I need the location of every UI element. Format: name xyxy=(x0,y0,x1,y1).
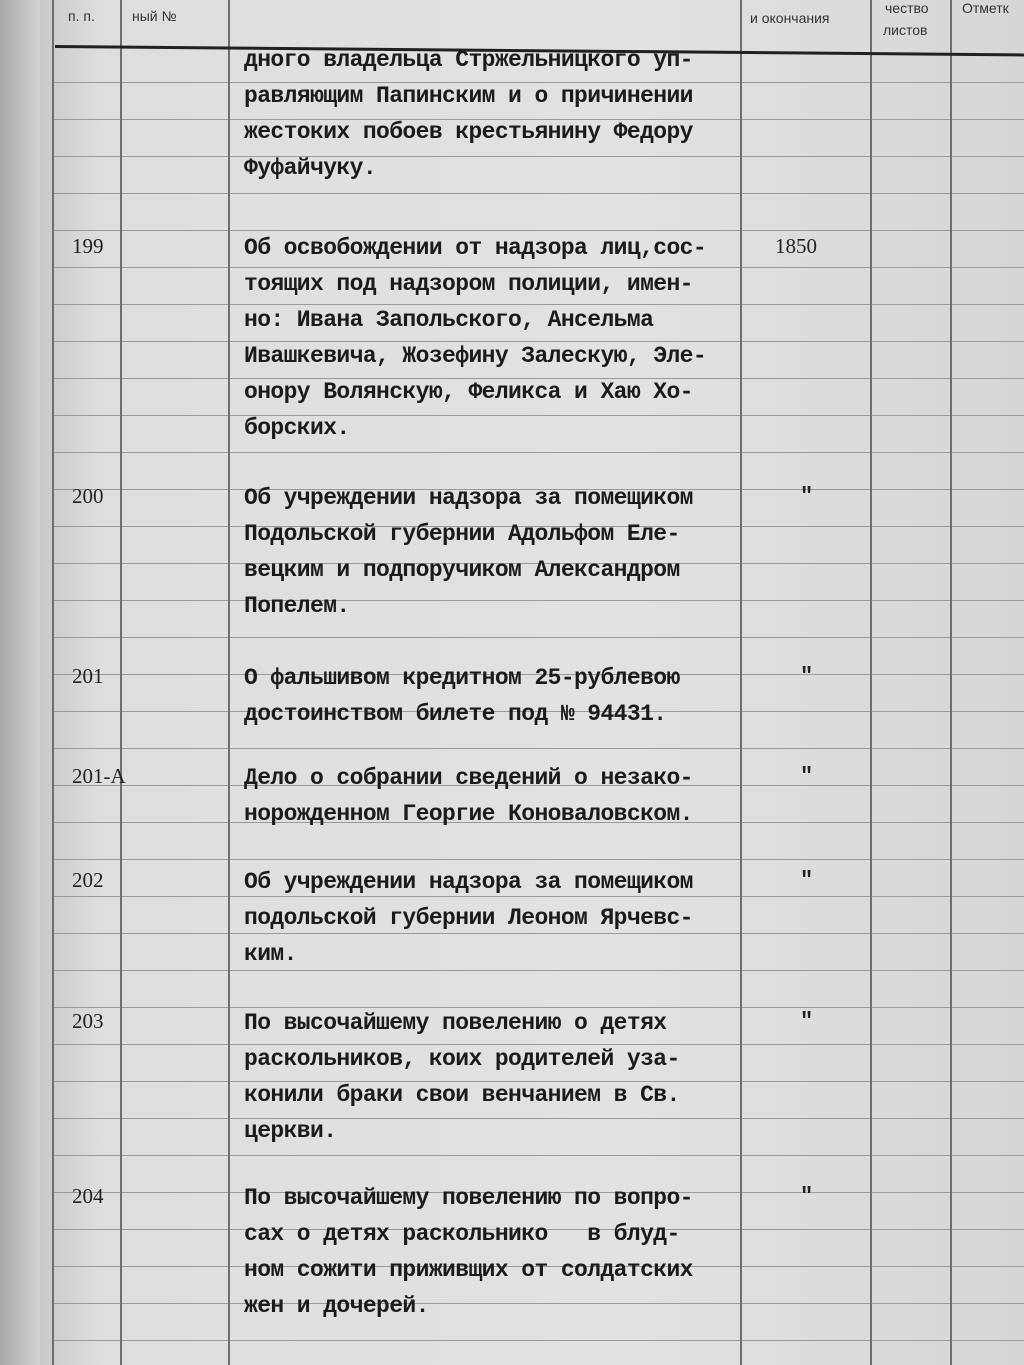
continued-entry-text xyxy=(244,42,693,186)
entry-text-line: О фальшивом кредитном 25-рублевою xyxy=(244,665,680,691)
entry-text-line: ном сожити приживщих от солдатских xyxy=(244,1257,693,1283)
entry-title xyxy=(244,1180,693,1324)
entry-text-line: но: Ивана Запольского, Ансельма xyxy=(244,307,654,333)
entry-text-line: Об учреждении надзора за помещиком xyxy=(244,485,693,511)
entry-text-line: По высочайшему повелению о детях xyxy=(244,1010,667,1036)
entry-title xyxy=(244,864,693,972)
column-divider xyxy=(950,0,952,1365)
entry-text-line: Попелем. xyxy=(244,593,350,619)
ruled-line xyxy=(52,1340,1024,1341)
entry-title xyxy=(244,480,693,624)
entry-text-line: тоящих под надзором полиции, имен- xyxy=(244,271,693,297)
entry-date: " xyxy=(800,868,814,893)
ruled-line xyxy=(52,1155,1024,1156)
entry-text-line: раскольников, коих родителей уза- xyxy=(244,1046,680,1072)
ruled-line xyxy=(52,193,1024,194)
header-col-num: п. п. xyxy=(68,8,95,24)
entry-text-line: сах о детях раскольнико в блуд- xyxy=(244,1221,680,1247)
column-divider xyxy=(870,0,872,1365)
entry-text-line: онору Волянскую, Феликса и Хаю Хо- xyxy=(244,379,693,405)
entry-date: " xyxy=(800,764,814,789)
entry-text-line: жен и дочерей. xyxy=(244,1293,429,1319)
entry-text-line: церкви. xyxy=(244,1118,337,1144)
entry-number: 203 xyxy=(72,1009,104,1033)
entry-number: 204 xyxy=(72,1184,104,1208)
entry-text-line: Об освобождении от надзора лиц,сос- xyxy=(244,235,707,261)
ruled-line xyxy=(52,748,1024,749)
entry-text-line: ким. xyxy=(244,941,297,967)
entry-number: 201 xyxy=(72,664,104,688)
entry-date: 1850 xyxy=(775,234,817,258)
column-divider xyxy=(228,0,230,1365)
entry-number: 199 xyxy=(72,234,104,258)
entry-title xyxy=(244,1005,680,1149)
entry-text-line: достоинством билете под № 94431. xyxy=(244,701,667,727)
entry-text-line: Дело о собрании сведений о незако- xyxy=(244,765,693,791)
entry-text-line: борских. xyxy=(244,415,350,441)
entry-date: " xyxy=(800,1184,814,1209)
header-col-notes: Отметк xyxy=(962,0,1009,16)
entry-text-line: Подольской губернии Адольфом Еле- xyxy=(244,521,680,547)
entry-text-line: Фуфайчуку. xyxy=(244,155,377,181)
entry-text-line: норожденном Георгие Коноваловском. xyxy=(244,801,693,827)
entry-number: 201-А xyxy=(72,764,126,788)
entry-text-line: подольской губернии Леоном Ярчевс- xyxy=(244,905,693,931)
header-col-number: ный № xyxy=(132,8,177,24)
entry-text-line: Ивашкевича, Жозефину Залескую, Эле- xyxy=(244,343,707,369)
entry-text-line: жестоких побоев крестьянину Федору xyxy=(244,119,693,145)
ruled-line xyxy=(52,637,1024,638)
column-divider xyxy=(740,0,742,1365)
entry-date: " xyxy=(800,1009,814,1034)
entry-date: " xyxy=(800,664,814,689)
entry-text-line: вецким и подпоручиком Александром xyxy=(244,557,680,583)
entry-title xyxy=(244,230,706,446)
header-col-sheets-1: чество xyxy=(885,0,929,16)
column-divider xyxy=(52,0,54,1365)
entry-title xyxy=(244,760,693,832)
entry-number: 202 xyxy=(72,868,104,892)
ruled-line xyxy=(52,452,1024,453)
entry-text-line: Об учреждении надзора за помещиком xyxy=(244,869,693,895)
entry-text-line: По высочайшему повелению по вопро- xyxy=(244,1185,693,1211)
column-divider xyxy=(120,0,122,1365)
book-spine xyxy=(0,0,40,1365)
entry-text-line: дного владельца Стржельницкого уп- xyxy=(244,47,693,73)
entry-text-line: равляющим Папинским и о причинении xyxy=(244,83,693,109)
entry-text-line: конили браки свои венчанием в Св. xyxy=(244,1082,680,1108)
entry-title xyxy=(244,660,680,732)
header-col-sheets-2: листов xyxy=(883,22,928,38)
ruled-line xyxy=(52,859,1024,860)
entry-number: 200 xyxy=(72,484,104,508)
entry-date: " xyxy=(800,484,814,509)
header-col-dates: и окончания xyxy=(750,10,830,26)
